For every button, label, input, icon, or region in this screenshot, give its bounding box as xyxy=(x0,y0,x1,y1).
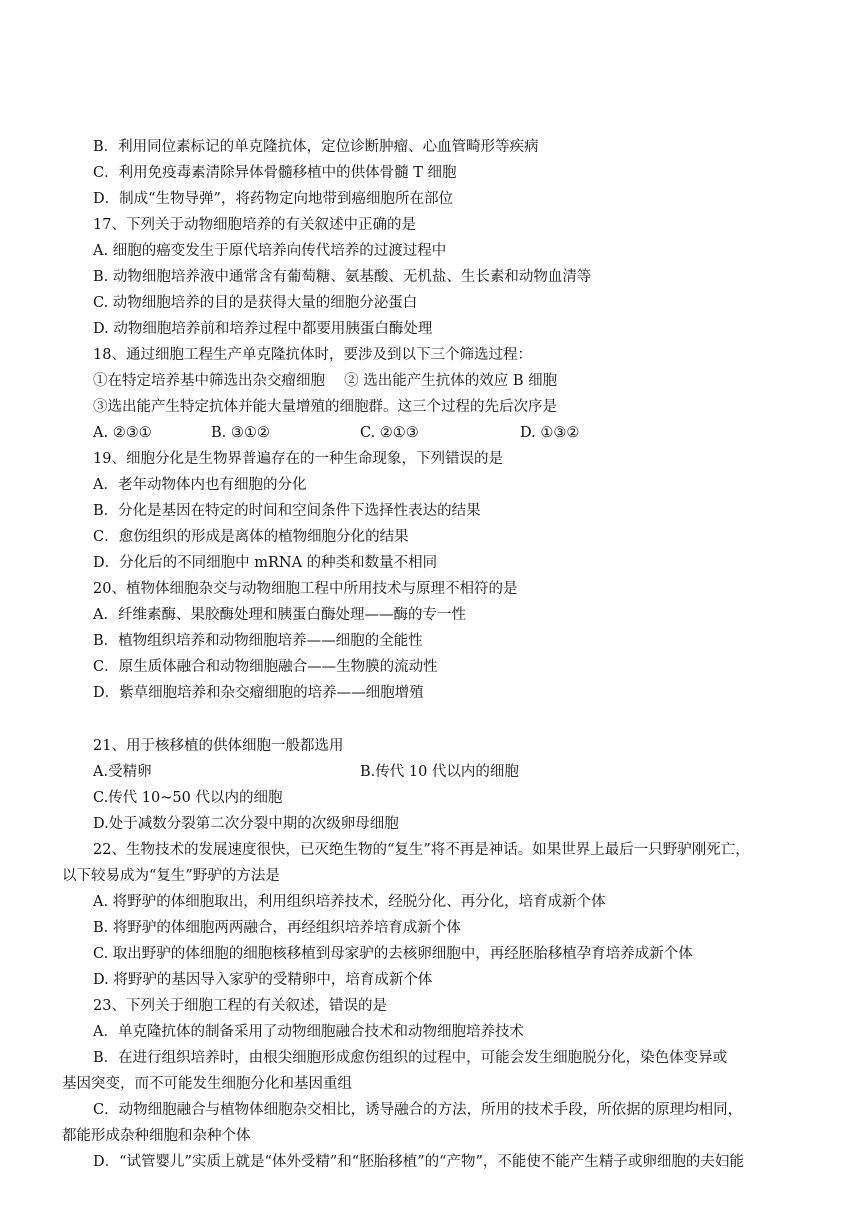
q23-stem: 23、下列关于细胞工程的有关叙述，错误的是 xyxy=(93,998,387,1014)
q17-option-a: A. 细胞的癌变发生于原代培养向传代培养的过渡过程中 xyxy=(93,243,447,259)
q19-option-d: D．分化后的不同细胞中 mRNA 的种类和数量不相同 xyxy=(93,555,438,571)
q20-option-a: A．纤维素酶、果胶酶处理和胰蛋白酶处理——酶的专一性 xyxy=(93,607,466,623)
q17-option-c: C. 动物细胞培养的目的是获得大量的细胞分泌蛋白 xyxy=(93,295,418,311)
q18-option-b: B. ③①② xyxy=(211,425,270,441)
q23-option-c-line1: C．动物细胞融合与植物体细胞杂交相比，诱导融合的方法，所用的技术手段，所依据的原理均相同， xyxy=(93,1102,743,1118)
q22-option-b: B. 将野驴的体细胞两两融合，再经组织培养培育成新个体 xyxy=(93,920,461,936)
q21-option-c: C.传代 10~50 代以内的细胞 xyxy=(93,790,283,806)
q19-option-c: C．愈伤组织的形成是离体的植物细胞分化的结果 xyxy=(93,529,409,545)
q22-option-d: D. 将野驴的基因导入家驴的受精卵中，培育成新个体 xyxy=(93,972,433,988)
q17-option-b: B. 动物细胞培养液中通常含有葡萄糖、氨基酸、无机盐、生长素和动物血清等 xyxy=(93,269,592,285)
q18-option-d: D. ①③② xyxy=(520,425,580,441)
q20-option-c: C．原生质体融合和动物细胞融合——生物膜的流动性 xyxy=(93,659,438,675)
q18-option-c: C. ②①③ xyxy=(360,425,419,441)
q18-options xyxy=(0,423,860,443)
q19-option-b: B．分化是基因在特定的时间和空间条件下选择性表达的结果 xyxy=(93,503,481,519)
q17-option-d: D. 动物细胞培养前和培养过程中都要用胰蛋白酶处理 xyxy=(93,321,433,337)
q21-stem: 21、用于核移植的供体细胞一般都选用 xyxy=(93,738,344,754)
q20-stem: 20、植物体细胞杂交与动物细胞工程中所用技术与原理不相符的是 xyxy=(93,581,518,597)
q21-option-a: A.受精卵 xyxy=(93,764,152,780)
q23-option-d-line1: D．“试管婴儿”实质上就是“体外受精”和“胚胎移植”的“产物”，不能使不能产生精子或卵细胞的夫妇能 xyxy=(93,1154,744,1170)
q19-stem: 19、细胞分化是生物界普遍存在的一种生命现象，下列错误的是 xyxy=(93,451,503,467)
q21-option-d: D.处于减数分裂第二次分裂中期的次级卵母细胞 xyxy=(93,816,399,832)
q18-stem: 18、通过细胞工程生产单克隆抗体时，要涉及到以下三个筛选过程： xyxy=(93,347,532,363)
q21-options-ab xyxy=(0,762,860,782)
q22-stem-line1: 22、生物技术的发展速度很快，已灭绝生物的“复生”将不再是神话。如果世界上最后一只野驴刚死亡， xyxy=(93,842,750,858)
q23-option-c-line2: 都能形成杂种细胞和杂种个体 xyxy=(62,1128,251,1144)
q22-option-c: C. 取出野驴的体细胞的细胞核移植到母家驴的去核卵细胞中，再经胚胎移植孕育培养成新个体 xyxy=(93,946,693,962)
q21-option-b: B.传代 10 代以内的细胞 xyxy=(360,764,519,780)
q16-option-c: C．利用免疫毒素清除异体骨髓移植中的供体骨髓 T 细胞 xyxy=(93,165,457,181)
q20-option-b: B．植物组织培养和动物细胞培养——细胞的全能性 xyxy=(93,633,423,649)
q17-stem: 17、下列关于动物细胞培养的有关叙述中正确的是 xyxy=(93,217,416,233)
q19-option-a: A．老年动物体内也有细胞的分化 xyxy=(93,477,307,493)
q23-option-a: A．单克隆抗体的制备采用了动物细胞融合技术和动物细胞培养技术 xyxy=(93,1024,524,1040)
q16-option-d: D．制成“生物导弹”，将药物定向地带到癌细胞所在部位 xyxy=(93,191,453,207)
q22-option-a: A. 将野驴的体细胞取出，利用组织培养技术，经脱分化、再分化，培育成新个体 xyxy=(93,894,606,910)
q18-option-a: A. ②③① xyxy=(93,425,152,441)
q23-option-b-line1: B．在进行组织培养时，由根尖细胞形成愈伤组织的过程中，可能会发生细胞脱分化，染色体变异或 xyxy=(93,1050,728,1066)
q22-stem-line2: 以下较易成为“复生”野驴的方法是 xyxy=(62,868,280,884)
q18-process-3: ③选出能产生特定抗体并能大量增殖的细胞群。这三个过程的先后次序是 xyxy=(93,399,557,415)
q23-option-b-line2: 基因突变，而不可能发生细胞分化和基因重组 xyxy=(62,1076,352,1092)
q18-process-1-2: ①在特定培养基中筛选出杂交瘤细胞 ② 选出能产生抗体的效应 B 细胞 xyxy=(93,373,558,389)
q20-option-d: D．紫草细胞培养和杂交瘤细胞的培养——细胞增殖 xyxy=(93,685,424,701)
q16-option-b: B．利用同位素标记的单克隆抗体，定位诊断肿瘤、心血管畸形等疾病 xyxy=(93,139,539,155)
